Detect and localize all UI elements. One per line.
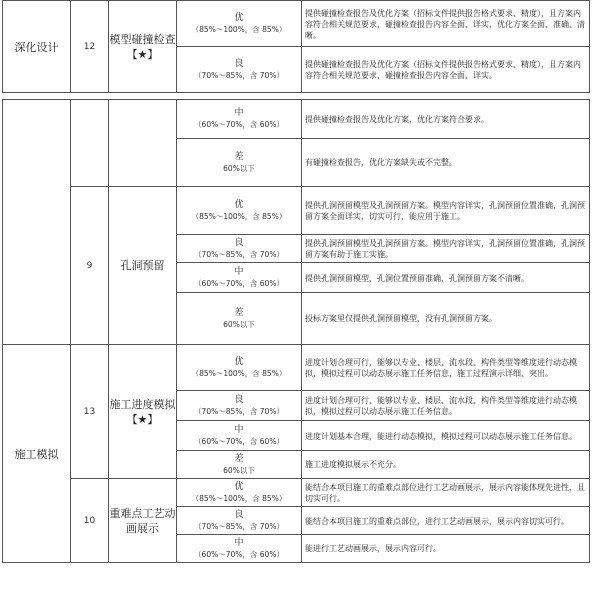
grade-cell <box>177 293 302 345</box>
category-cell-empty <box>3 100 71 345</box>
item-number-cell: 9 <box>71 187 109 345</box>
grade-label: 优 <box>234 12 244 23</box>
criteria-cell: 提供碰撞检查报告及优化方案（招标文件提供报告格式要求、精度），且方案内容符合相关规范要求，碰撞检查报告内容全面、详实，优化方案全面、准确、清晰。 <box>302 1 590 47</box>
grade-label: 差 <box>234 307 244 318</box>
grade-range: 60%以下 <box>223 163 255 173</box>
grade-cell <box>177 100 302 139</box>
item-name-cell: 孔洞预留 <box>109 187 177 345</box>
grade-label: 良 <box>234 58 244 69</box>
item-number-cell: 10 <box>71 479 109 563</box>
scoring-table-top <box>2 0 590 93</box>
scoring-table-bottom <box>2 99 590 563</box>
grade-label: 差 <box>234 151 244 162</box>
grade-label: 中 <box>234 266 244 277</box>
grade-label: 良 <box>234 509 244 520</box>
grade-cell <box>177 47 302 93</box>
item-number-cell-empty <box>71 100 109 187</box>
grade-cell <box>177 345 302 391</box>
grade-range: （85%～100%，含 85%） <box>191 24 287 34</box>
category-cell: 深化设计 <box>3 1 71 93</box>
criteria-cell: 提供孔洞预留模型及孔洞预留方案。模型内容详实，孔洞预留位置准确，孔洞预留方案全面详实，切实可行，能应用于施工。 <box>302 187 590 235</box>
grade-cell <box>177 507 302 535</box>
grade-range: （70%～85%，含 70%） <box>194 521 284 531</box>
grade-range: （70%～85%，含 70%） <box>194 70 284 80</box>
criteria-cell: 投标方案里仅提供孔洞预留模型，没有孔洞预留方案。 <box>302 293 590 345</box>
table-row <box>3 187 590 235</box>
criteria-cell: 提供碰撞检查报告及优化方案（招标文件提供报告格式要求、精度），且方案内容符合相关规范要求，碰撞检查报告内容全面、详实。 <box>302 47 590 93</box>
item-name-cell: 重难点工艺动画展示 <box>109 479 177 563</box>
grade-cell <box>177 391 302 421</box>
criteria-cell: 提供碰撞检查报告及优化方案，优化方案符合要求。 <box>302 100 590 139</box>
grade-cell <box>177 479 302 507</box>
grade-range: （60%～70%，含 60%） <box>194 549 284 559</box>
grade-range: 60%以下 <box>223 465 255 475</box>
grade-range: （85%～100%，含 85%） <box>191 211 287 221</box>
grade-cell <box>177 1 302 47</box>
criteria-cell: 施工进度模拟展示不充分。 <box>302 451 590 479</box>
grade-range: （60%～70%，含 60%） <box>194 436 284 446</box>
criteria-cell: 提供孔洞预留模型，孔洞位置预留准确，孔洞预留方案不清晰。 <box>302 263 590 293</box>
table-row <box>3 100 590 139</box>
grade-label: 良 <box>234 394 244 405</box>
criteria-cell: 进度计划合理可行，能够以专业、楼层、流水段、构件类型等维度进行动态模拟，模拟过程可以动态展示施工任务信息，施工过程演示详细、突出。 <box>302 345 590 391</box>
grade-range: （60%～70%，含 60%） <box>194 278 284 288</box>
criteria-cell: 有碰撞检查报告，优化方案缺失或不完整。 <box>302 139 590 187</box>
item-name-cell-empty <box>109 100 177 187</box>
table-row <box>3 345 590 391</box>
grade-label: 优 <box>234 481 244 492</box>
criteria-cell: 能进行工艺动画展示，展示内容可行。 <box>302 535 590 563</box>
grade-range: （85%～100%，含 85%） <box>191 368 287 378</box>
grade-label: 优 <box>234 199 244 210</box>
category-cell: 施工模拟 <box>3 345 71 563</box>
grade-range: （60%～70%，含 60%） <box>194 120 284 129</box>
grade-cell <box>177 187 302 235</box>
grade-cell <box>177 535 302 563</box>
grade-label: 中 <box>234 537 244 548</box>
table-row <box>3 1 590 47</box>
table-row <box>3 479 590 507</box>
grade-cell <box>177 235 302 263</box>
grade-cell <box>177 263 302 293</box>
item-number-cell: 12 <box>71 1 109 93</box>
grade-cell <box>177 451 302 479</box>
criteria-cell: 进度计划合理可行，能够以专业、楼层、流水段、构件类型等维度进行动态模拟，模拟过程可以动态展示施工任务信息。 <box>302 391 590 421</box>
grade-range: （70%～85%，含 70%） <box>194 406 284 416</box>
criteria-cell: 能结合本项目施工的重难点部位，进行工艺动画展示，展示内容切实可行。 <box>302 507 590 535</box>
grade-range: （70%～85%，含 70%） <box>194 249 284 259</box>
criteria-cell: 能结合本项目施工的重难点部位进行工艺动画展示，展示内容能体现先进性，且切实可行。 <box>302 479 590 507</box>
grade-cell <box>177 421 302 451</box>
criteria-cell: 提供孔洞预留模型及孔洞预留方案。模型内容详实，孔洞预留位置准确，孔洞预留方案有助于施工实施。 <box>302 235 590 263</box>
grade-cell <box>177 139 302 187</box>
grade-label: 良 <box>234 237 244 248</box>
grade-label: 差 <box>234 453 244 464</box>
grade-label: 优 <box>234 356 244 367</box>
criteria-cell: 进度计划基本合理，能进行动态模拟，模拟过程可以动态展示施工任务信息。 <box>302 421 590 451</box>
grade-range: 60%以下 <box>223 319 255 329</box>
item-name-cell: 施工进度模拟【★】 <box>109 345 177 479</box>
grade-label: 中 <box>234 424 244 435</box>
item-name-cell: 模型碰撞检查【★】 <box>109 1 177 93</box>
grade-range: （85%～100%，含 85%） <box>191 493 287 503</box>
grade-label: 中 <box>234 108 244 118</box>
item-number-cell: 13 <box>71 345 109 479</box>
